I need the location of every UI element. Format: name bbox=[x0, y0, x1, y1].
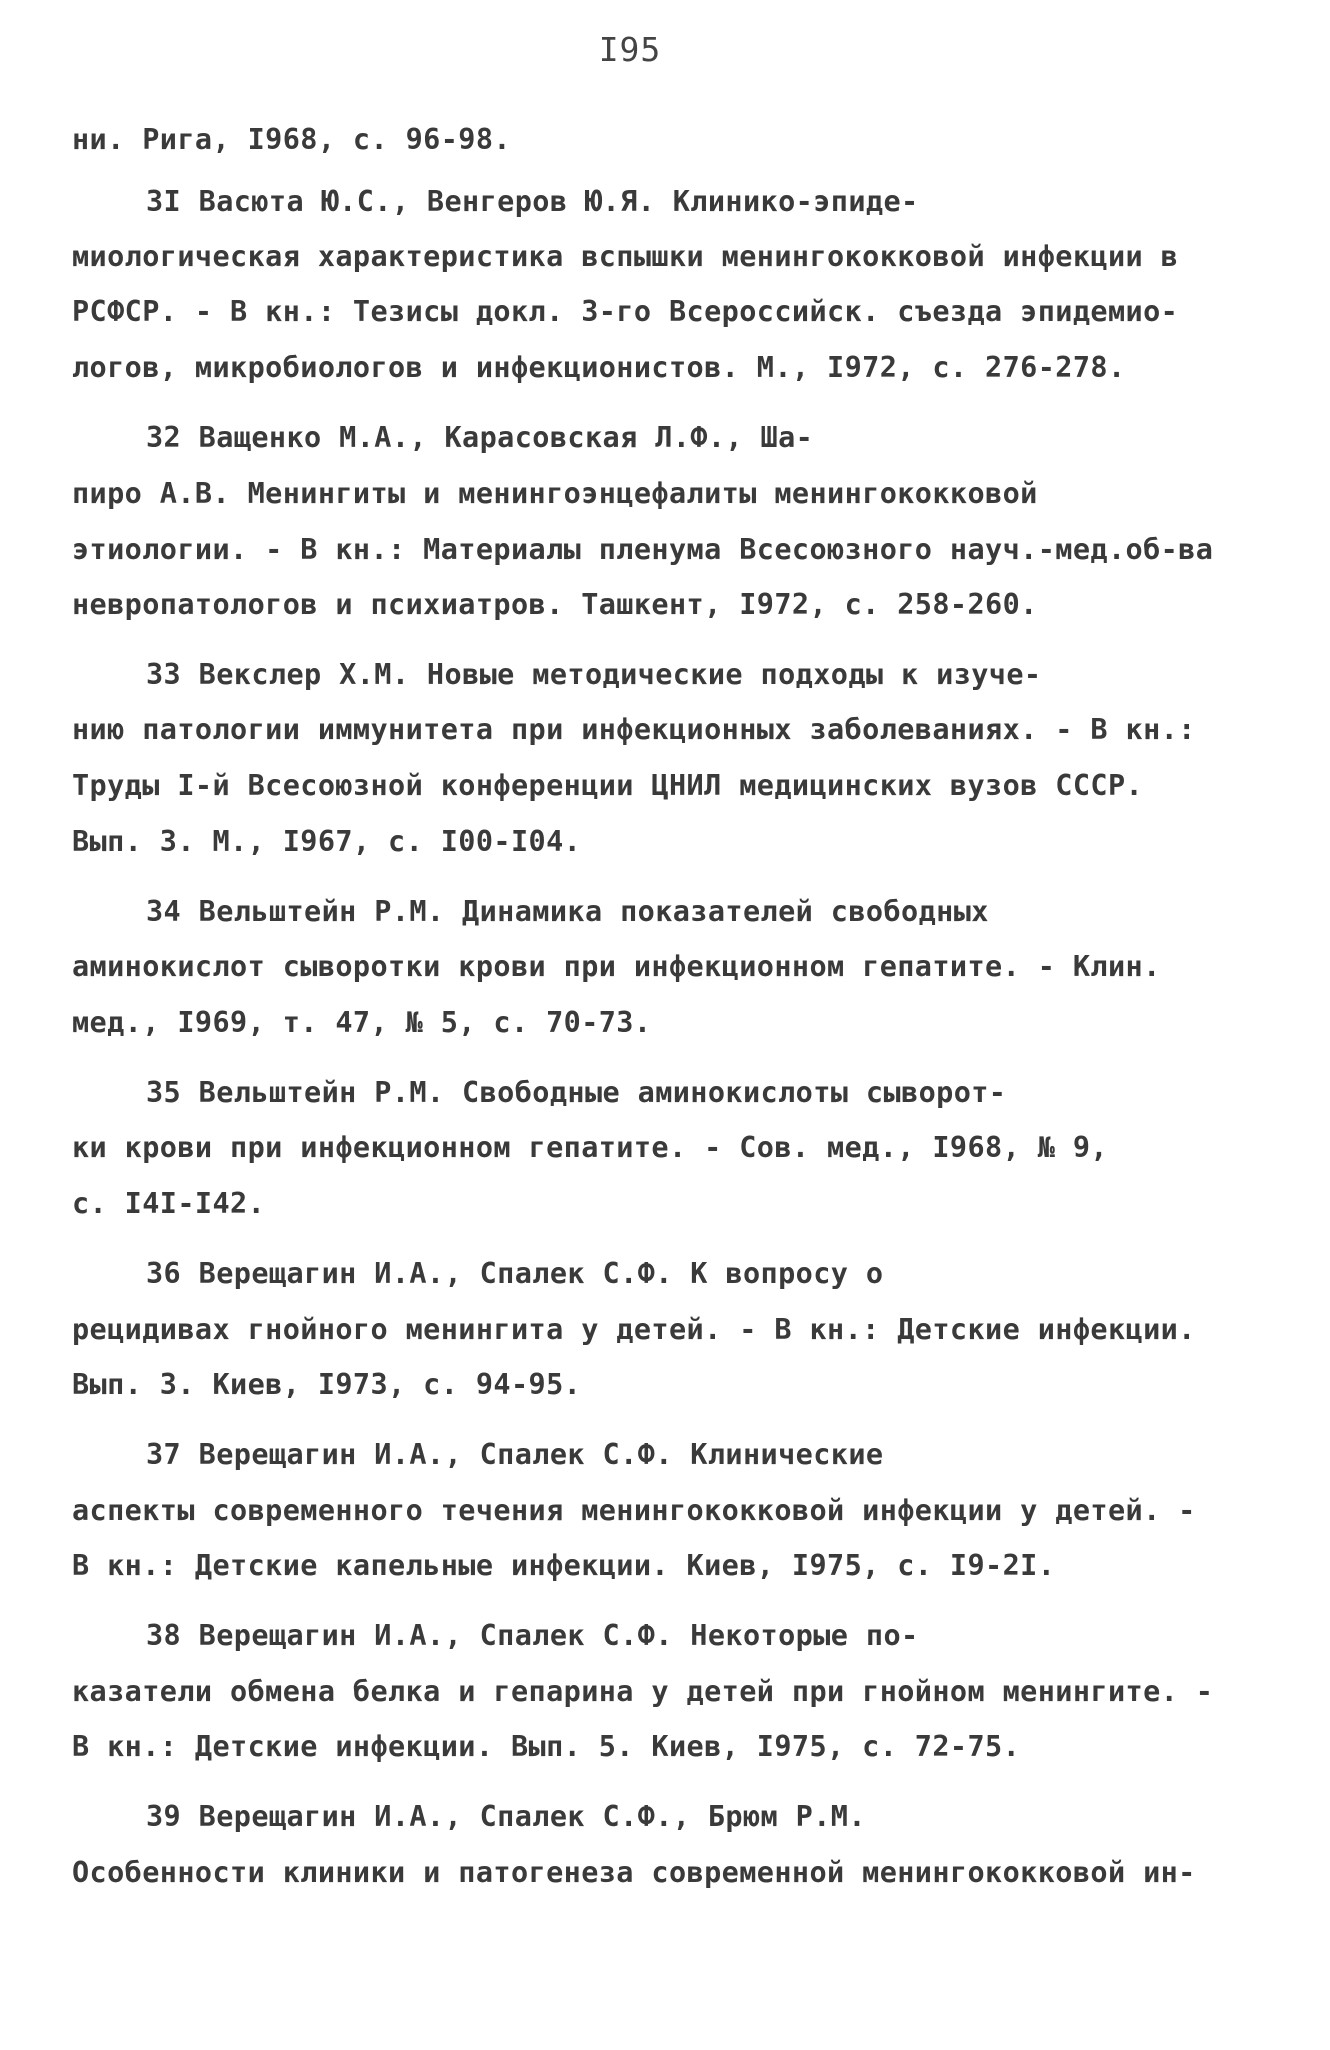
entry-39-line-1: 39 Верещагин И.А., Спалек С.Ф., Брюм Р.М. bbox=[146, 1800, 866, 1833]
entry-36-line-1: 36 Верещагин И.А., Спалек С.Ф. К вопросу о bbox=[146, 1257, 884, 1290]
text-line: аспекты современного течения менингококковой инфекции у детей. - bbox=[72, 1494, 1196, 1527]
text-line: этиологии. - В кн.: Материалы пленума Всесоюзного науч.-мед.об-ва bbox=[72, 533, 1214, 566]
text-line: Особенности клиники и патогенеза современной менингококковой ин- bbox=[72, 1856, 1196, 1889]
text-line: РСФСР. - В кн.: Тезисы докл. 3-го Всероссийск. съезда эпидемио- bbox=[72, 295, 1179, 328]
entry-38-line-1: 38 Верещагин И.А., Спалек С.Ф. Некоторые по- bbox=[146, 1619, 919, 1652]
text-line: ни. Рига, I968, с. 96-98. bbox=[72, 123, 511, 156]
entry-35-line-1: 35 Вельштейн Р.М. Свободные аминокислоты сыворот- bbox=[146, 1076, 1007, 1109]
text-line: пиро А.В. Менингиты и менингоэнцефалиты менингококковой bbox=[72, 477, 1038, 510]
text-line: миологическая характеристика вспышки менингококковой инфекции в bbox=[72, 240, 1179, 273]
text-line: Вып. 3. М., I967, с. I00-I04. bbox=[72, 825, 582, 858]
entry-33-line-1: 33 Векслер Х.М. Новые методические подходы к изуче- bbox=[146, 658, 1042, 691]
entry-37-line-1: 37 Верещагин И.А., Спалек С.Ф. Клинические bbox=[146, 1438, 884, 1471]
text-line: В кн.: Детские инфекции. Вып. 5. Киев, I975, с. 72-75. bbox=[72, 1730, 1021, 1763]
text-line: казатели обмена белка и гепарина у детей при гнойном менингите. - bbox=[72, 1675, 1214, 1708]
page-number: I95 bbox=[598, 30, 662, 69]
entry-31-line-1: 3I Васюта Ю.С., Венгеров Ю.Я. Клинико-эпиде- bbox=[146, 185, 919, 218]
text-line: с. I4I-I42. bbox=[72, 1187, 266, 1220]
text-line: Вып. 3. Киев, I973, с. 94-95. bbox=[72, 1368, 582, 1401]
text-line: рецидивах гнойного менингита у детей. - В кн.: Детские инфекции. bbox=[72, 1313, 1196, 1346]
text-line: логов, микробиологов и инфекционистов. М., I972, с. 276-278. bbox=[72, 351, 1126, 384]
text-line: аминокислот сыворотки крови при инфекционном гепатите. - Клин. bbox=[72, 950, 1161, 983]
text-line: ки крови при инфекционном гепатите. - Сов. мед., I968, № 9, bbox=[72, 1131, 1108, 1164]
text-line: В кн.: Детские капельные инфекции. Киев, I975, с. I9-2I. bbox=[72, 1549, 1056, 1582]
text-line: Труды I-й Всесоюзной конференции ЦНИЛ медицинских вузов СССР. bbox=[72, 769, 1144, 802]
text-line: мед., I969, т. 47, № 5, с. 70-73. bbox=[72, 1006, 652, 1039]
entry-32-line-1: 32 Ващенко М.А., Карасовская Л.Ф., Ша- bbox=[146, 421, 814, 454]
text-line: невропатологов и психиатров. Ташкент, I972, с. 258-260. bbox=[72, 588, 1038, 621]
text-line: нию патологии иммунитета при инфекционных заболеваниях. - В кн.: bbox=[72, 713, 1196, 746]
entry-34-line-1: 34 Вельштейн Р.М. Динамика показателей свободных bbox=[146, 895, 989, 928]
